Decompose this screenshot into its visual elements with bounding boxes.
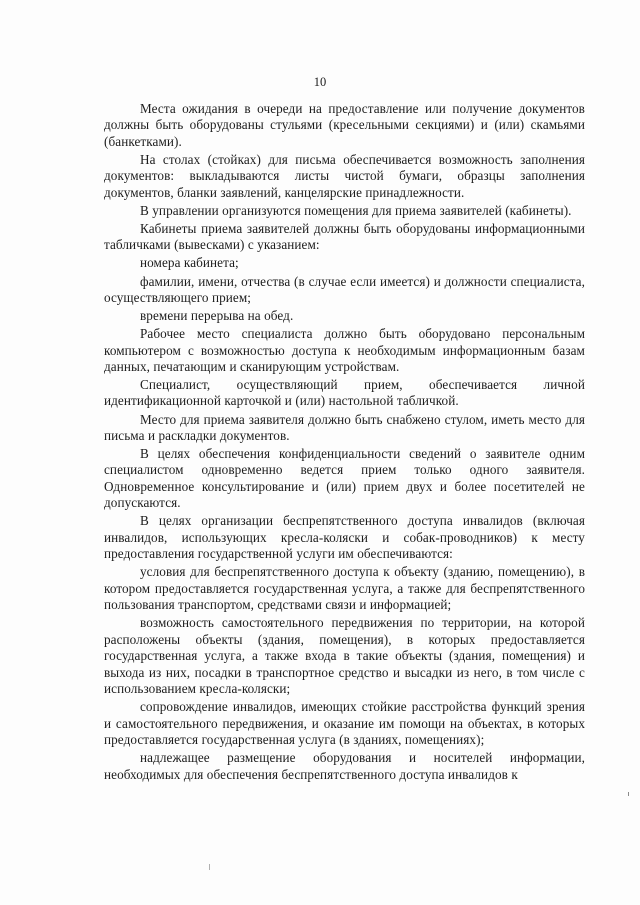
paragraph-reception-rooms: В управлении организуются помещения для приема заявителей (кабинеты). <box>140 202 572 218</box>
paragraph-id-card: Специалист, осуществляющий прием, обеспечивается личной идентификационной карточкой и (или) настольной табличкой. <box>104 377 585 409</box>
scan-artifact-mark <box>628 792 629 796</box>
paragraph-confidentiality: В целях обеспечения конфиденциальности сведений о заявителе одним специалистом одновременно ведется прием только одного заявителя. Одновременное консультирование и (или) прием двух и более посетителей не допускаются. <box>104 446 585 511</box>
paragraph-writing-tables: На столах (стойках) для письма обеспечивается возможность заполнения документов: выкладываются листы чистой бумаги, образцы заполнения документов, бланки заявлений, канцелярские принадлежности. <box>104 151 585 200</box>
scan-artifact-mark <box>209 864 210 870</box>
paragraph-disability-access: В целях организации беспрепятственного доступа инвалидов (включая инвалидов, использующих кресла-коляски и собак-проводников) к месту предоставления государственной услуги им обеспечиваются: <box>104 513 585 562</box>
list-item-specialist-name: фамилии, имени, отчества (в случае если имеется) и должности специалиста, осуществляющего прием; <box>104 273 585 305</box>
list-item-movement: возможность самостоятельного передвижения по территории, на которой расположены объекты (здания, помещения), в которых предоставляется государственная услуга, а также входа в такие объекты (здания, помещения) и выхода из них, посадки в транспортное средство и высадки из него, в том числе с использованием кресла-коляски; <box>104 615 585 697</box>
page-number: 10 <box>313 75 327 89</box>
list-item-access-conditions: условия для беспрепятственного доступа к объекту (зданию, помещению), в котором предоставляется государственная услуга, а также для беспрепятственного пользования транспортом, средствами связи и информацией; <box>104 564 585 613</box>
paragraph-room-signs: Кабинеты приема заявителей должны быть оборудованы информационными табличками (вывесками) с указанием: <box>104 220 585 253</box>
paragraph-applicant-seat: Место для приема заявителя должно быть снабжено стулом, иметь место для письма и раскладки документов. <box>104 411 585 443</box>
list-item-equipment-placement: надлежащее размещение оборудования и носителей информации, необходимых для обеспечения беспрепятственного доступа инвалидов к <box>104 750 585 782</box>
body-text <box>104 101 585 785</box>
list-item-lunch-break: времени перерыва на обед. <box>140 308 294 323</box>
paragraph-workplace: Рабочее место специалиста должно быть оборудовано персональным компьютером с возможностью доступа к необходимым информационным базам данных, печатающим и сканирующим устройствам. <box>104 326 585 374</box>
list-item-escort: сопровождение инвалидов, имеющих стойкие расстройства функций зрения и самостоятельного передвижения, и оказание им помощи на объектах, в которых предоставляется государственная услуга (в зданиях, помещениях); <box>104 699 585 748</box>
paragraph-waiting-places: Места ожидания в очереди на предоставление или получение документов должны быть оборудованы стульями (кресельными секциями) и (или) скамьями (банкетками). <box>104 101 585 149</box>
list-item-room-number: номера кабинета; <box>140 255 239 271</box>
